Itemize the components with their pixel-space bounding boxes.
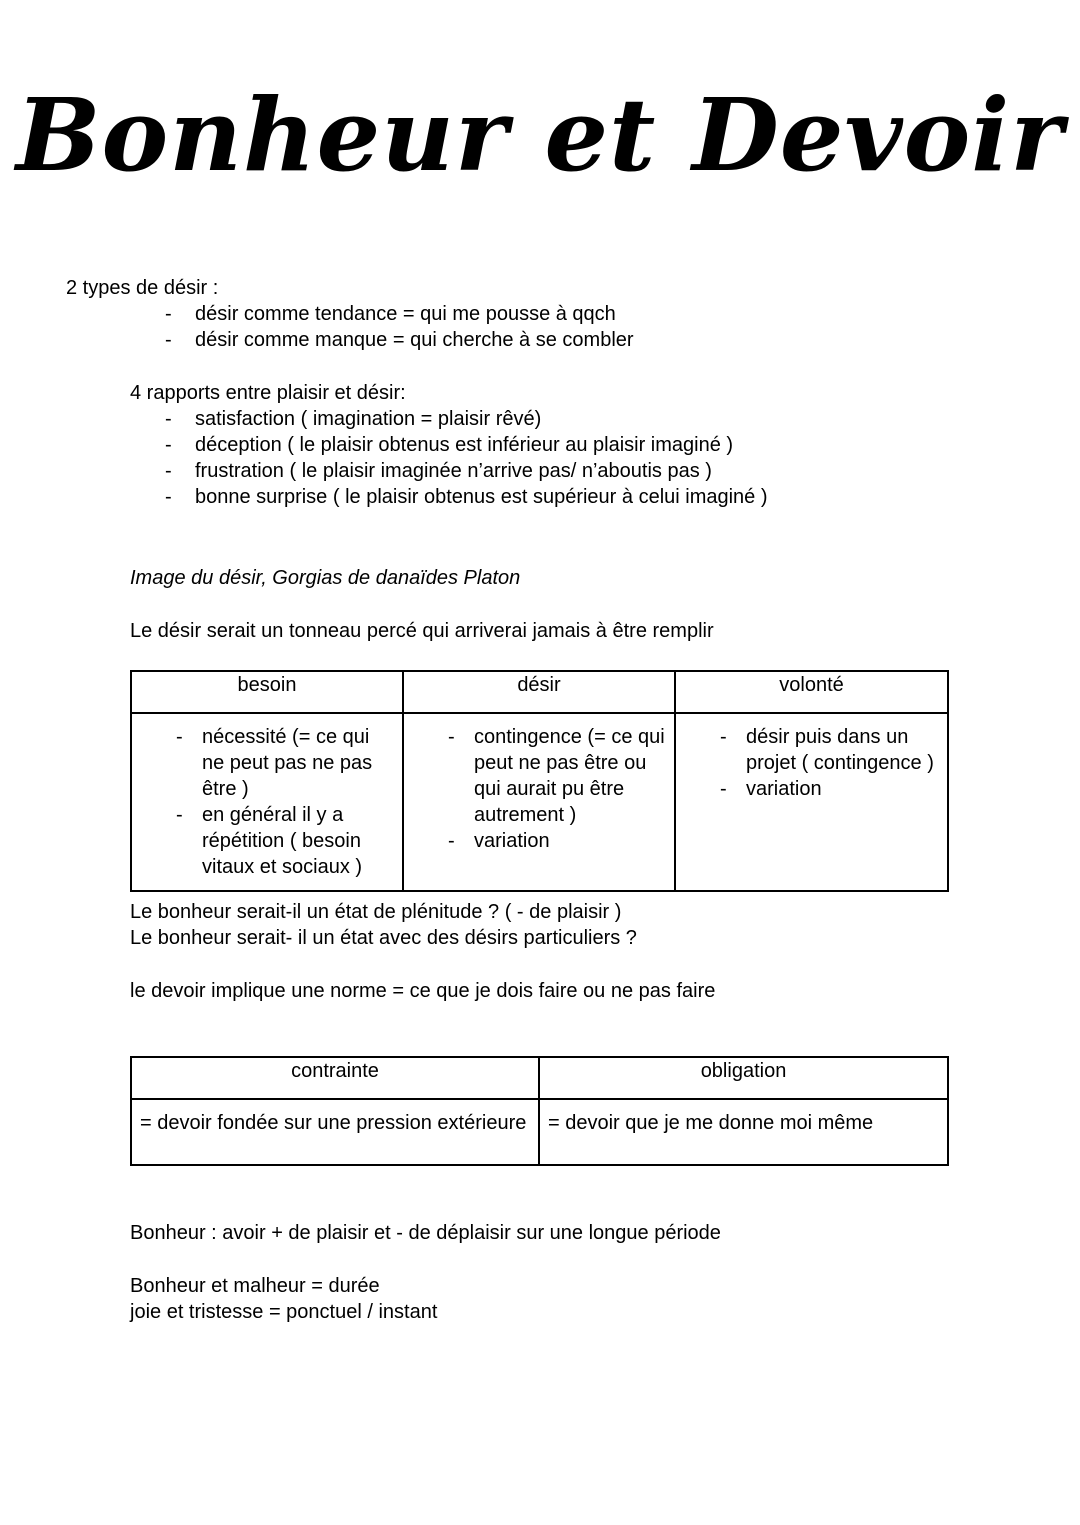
desire-types-heading: 2 types de désir : <box>66 277 219 299</box>
list-item: - désir puis dans un projet ( contingence ) <box>714 724 939 776</box>
list-item: - variation <box>442 828 666 854</box>
image-desir-heading: Image du désir, Gorgias de danaïdes Platon <box>130 567 521 589</box>
besoin-desir-volonte-table <box>130 670 949 892</box>
list-item: - contingence (= ce qui peut ne pas être ou qui aurait pu être autrement ) <box>442 724 666 828</box>
devoir-norme: le devoir implique une norme = ce que je dois faire ou ne pas faire <box>130 980 716 1002</box>
page-title: Bonheur et Devoir <box>16 76 1064 194</box>
table-header: désir <box>403 671 675 713</box>
rapports-heading: 4 rapports entre plaisir et désir: <box>130 382 406 404</box>
question-plenitude: Le bonheur serait-il un état de plénitude ? ( - de plaisir ) <box>130 901 622 923</box>
duree-line-2: joie et tristesse = ponctuel / instant <box>130 1301 438 1323</box>
question-desirs: Le bonheur serait- il un état avec des désirs particuliers ? <box>130 927 637 949</box>
desire-types-list <box>165 301 634 353</box>
tonneau-sentence: Le désir serait un tonneau percé qui arriverai jamais à être remplir <box>130 620 714 642</box>
rapports-list <box>165 406 768 510</box>
list-item: - en général il y a répétition ( besoin vitaux et sociaux ) <box>170 802 394 880</box>
list-item: - désir comme tendance = qui me pousse à qqch <box>165 301 634 327</box>
table-header: volonté <box>675 671 948 713</box>
list-item: - déception ( le plaisir obtenus est inférieur au plaisir imaginé ) <box>165 432 768 458</box>
table-cell-obligation: = devoir que je me donne moi même <box>539 1099 948 1165</box>
table-cell-desir <box>403 713 675 891</box>
list-item: - variation <box>714 776 939 802</box>
table-header: contrainte <box>131 1057 539 1099</box>
list-item: - nécessité (= ce qui ne peut pas ne pas être ) <box>170 724 394 802</box>
table-header: besoin <box>131 671 403 713</box>
table-cell-contrainte: = devoir fondée sur une pression extérieure <box>131 1099 539 1165</box>
list-item: - satisfaction ( imagination = plaisir rêvé) <box>165 406 768 432</box>
duree-line-1: Bonheur et malheur = durée <box>130 1275 380 1297</box>
list-item: - bonne surprise ( le plaisir obtenus est supérieur à celui imaginé ) <box>165 484 768 510</box>
contrainte-obligation-table <box>130 1056 949 1166</box>
table-cell-besoin <box>131 713 403 891</box>
table-cell-volonte <box>675 713 948 891</box>
bonheur-definition: Bonheur : avoir + de plaisir et - de déplaisir sur une longue période <box>130 1222 721 1244</box>
table-header: obligation <box>539 1057 948 1099</box>
list-item: - désir comme manque = qui cherche à se combler <box>165 327 634 353</box>
list-item: - frustration ( le plaisir imaginée n’arrive pas/ n’aboutis pas ) <box>165 458 768 484</box>
